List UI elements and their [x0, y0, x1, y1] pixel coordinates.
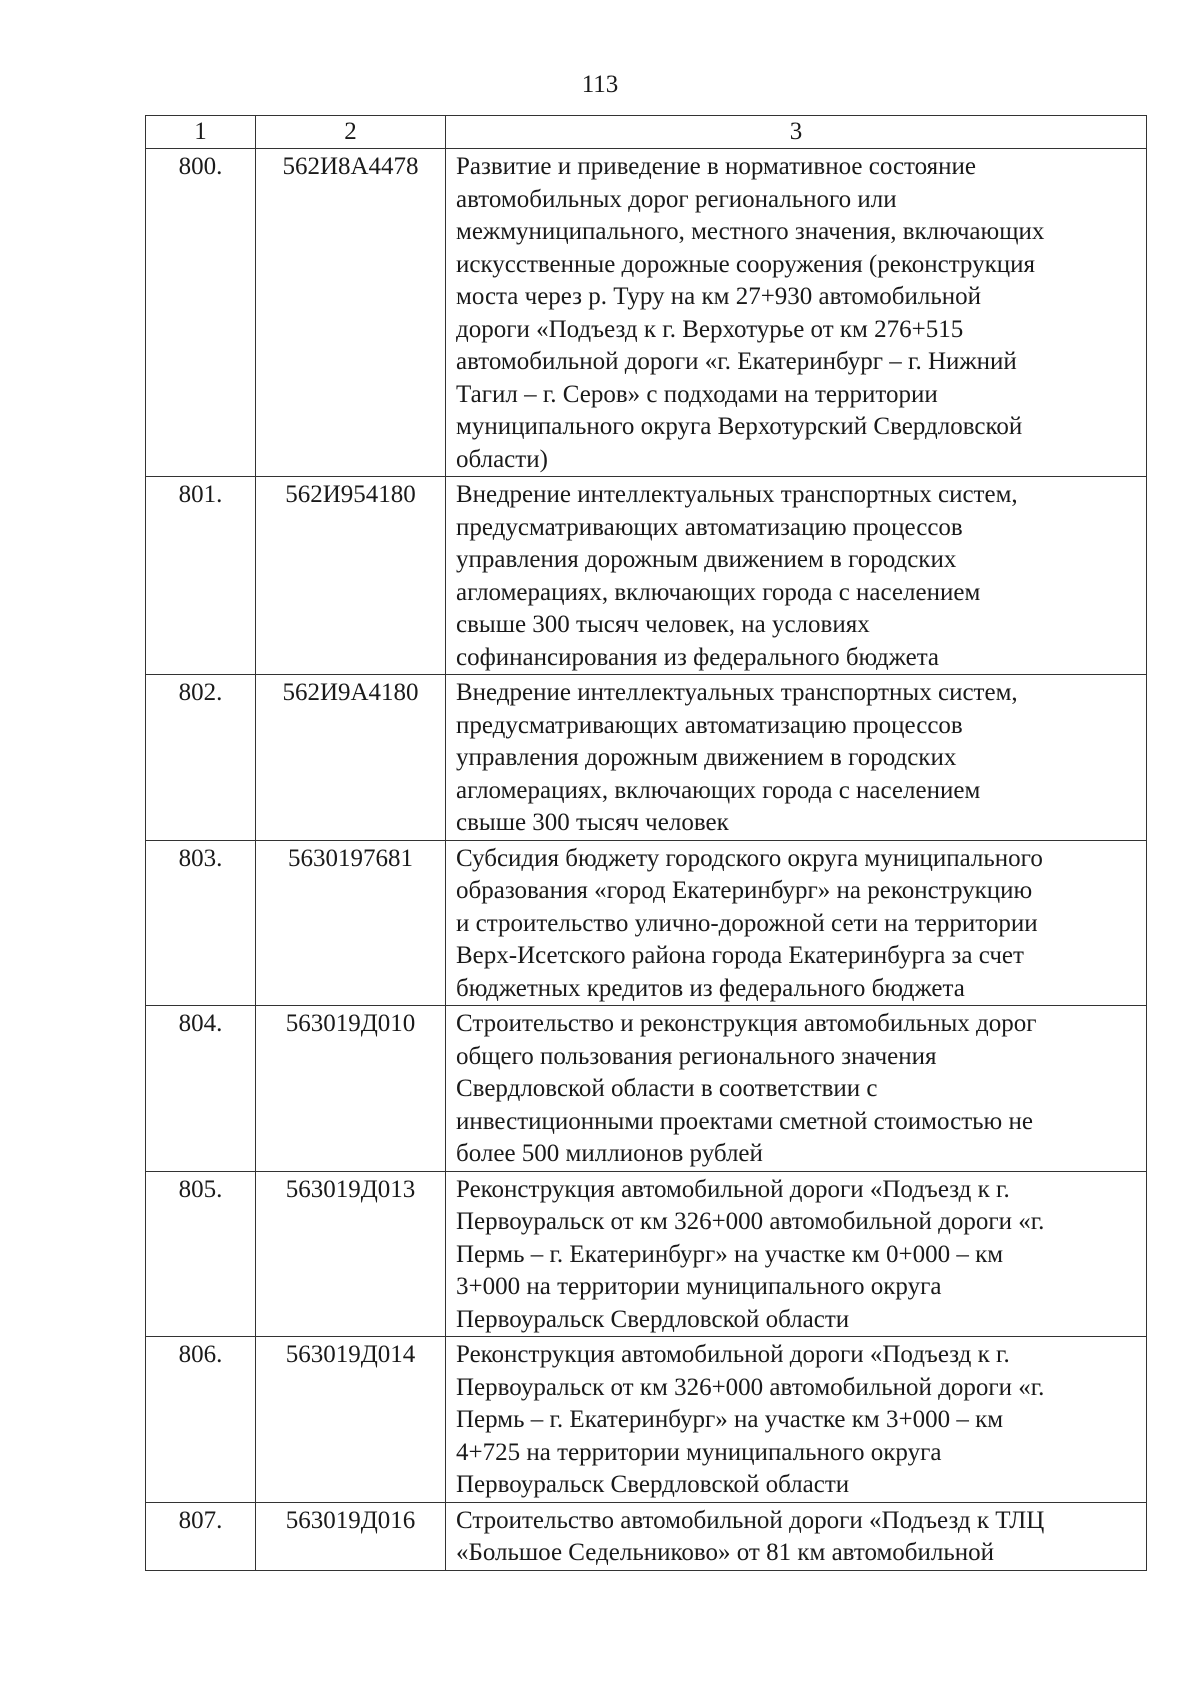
target-code: 563019Д014 — [285, 1341, 416, 1368]
target-code: 562И9А4180 — [282, 679, 419, 706]
table-row — [146, 1337, 1147, 1503]
budget-codes-table — [145, 115, 1147, 1571]
description-text: Внедрение интеллектуальных транспортных систем, предусматривающих автоматизацию процессов управления дорожным движением в городских агломерациях, включающих города с населением свыше 300 тысяч человек — [456, 679, 1018, 836]
row-number: 806. — [178, 1341, 223, 1368]
page-number: 113 — [581, 71, 619, 98]
code-cell — [256, 1502, 446, 1570]
row-number: 807. — [178, 1506, 223, 1534]
row-number: 800. — [178, 153, 223, 180]
description-text: Строительство автомобильной дороги «Подъезд к ТЛЦ «Большое Седельниково» от 81 км автомобильной — [456, 1506, 1045, 1566]
row-number-cell — [146, 1006, 256, 1172]
description-cell — [446, 477, 1147, 675]
table-row — [146, 675, 1147, 841]
column-header-1: 1 — [146, 116, 256, 149]
code-cell — [256, 149, 446, 477]
description-text: Реконструкция автомобильной дороги «Подъезд к г. Первоуральск от км 326+000 автомобильной дороги «г. Пермь – г. Екатеринбург» на участке км 0+000 – км 3+000 на территории муниципального округа Первоуральск Свердловской области — [456, 1175, 1045, 1333]
table-row — [146, 477, 1147, 675]
row-number-cell — [146, 477, 256, 675]
target-code: 5630197681 — [288, 844, 413, 872]
table-row — [146, 149, 1147, 477]
column-header-2: 2 — [256, 116, 446, 149]
description-cell — [446, 1171, 1147, 1337]
table-row — [146, 1006, 1147, 1172]
description-cell — [446, 149, 1147, 477]
target-code: 563019Д010 — [285, 1010, 416, 1037]
table-header-row — [146, 116, 1147, 149]
description-text: Реконструкция автомобильной дороги «Подъезд к г. Первоуральск от км 326+000 автомобильной дороги «г. Пермь – г. Екатеринбург» на участке км 3+000 – км 4+725 на территории муниципального округа Первоуральск Свердловской области — [456, 1341, 1045, 1498]
target-code: 563019Д013 — [285, 1175, 416, 1203]
code-cell — [256, 840, 446, 1006]
row-number: 802. — [178, 679, 223, 706]
row-number: 805. — [178, 1175, 223, 1203]
row-number-cell — [146, 1502, 256, 1570]
table-row — [146, 840, 1147, 1006]
target-code: 563019Д016 — [285, 1506, 416, 1534]
description-cell — [446, 1006, 1147, 1172]
description-text: Строительство и реконструкция автомобильных дорог общего пользования регионального значения Свердловской области в соответствии с инвестиционными проектами сметной стоимостью не более 500 миллионов рублей — [456, 1010, 1037, 1167]
row-number: 801. — [178, 481, 223, 508]
description-cell — [446, 1337, 1147, 1503]
description-cell — [446, 1502, 1147, 1570]
row-number-cell — [146, 840, 256, 1006]
table-row — [146, 1171, 1147, 1337]
description-text: Развитие и приведение в нормативное состояние автомобильных дорог регионального или межмуниципального, местного значения, включающих искусственные дорожные сооружения (реконструкция моста через р. Туру на км 27+930 автомобильной дороги «Подъезд к г. Верхотурье от км 276+515 автомобильной дороги «г. Екатеринбург – г. Нижний Тагил – г. Серов» с подходами на территории муниципального округа Верхотурский Свердловской области) — [456, 153, 1045, 473]
row-number-cell — [146, 1171, 256, 1337]
description-text: Внедрение интеллектуальных транспортных систем, предусматривающих автоматизацию процессов управления дорожным движением в городских агломерациях, включающих города с населением свыше 300 тысяч человек, на условиях софинансирования из федерального бюджета — [456, 481, 1018, 671]
column-header-3: 3 — [446, 116, 1147, 149]
target-code: 562И8А4478 — [282, 153, 419, 180]
code-cell — [256, 1171, 446, 1337]
row-number: 803. — [178, 844, 223, 872]
code-cell — [256, 1006, 446, 1172]
code-cell — [256, 477, 446, 675]
description-text: Субсидия бюджету городского округа муниципального образования «город Екатеринбург» на реконструкцию и строительство улично-дорожной сети на территории Верх-Исетского района города Екатеринбурга за счет бюджетных кредитов из федерального бюджета — [456, 844, 1043, 1002]
code-cell — [256, 675, 446, 841]
row-number: 804. — [178, 1010, 223, 1037]
description-cell — [446, 675, 1147, 841]
row-number-cell — [146, 1337, 256, 1503]
code-cell — [256, 1337, 446, 1503]
table-row — [146, 1502, 1147, 1570]
row-number-cell — [146, 149, 256, 477]
description-cell — [446, 840, 1147, 1006]
target-code: 562И954180 — [285, 481, 416, 508]
row-number-cell — [146, 675, 256, 841]
